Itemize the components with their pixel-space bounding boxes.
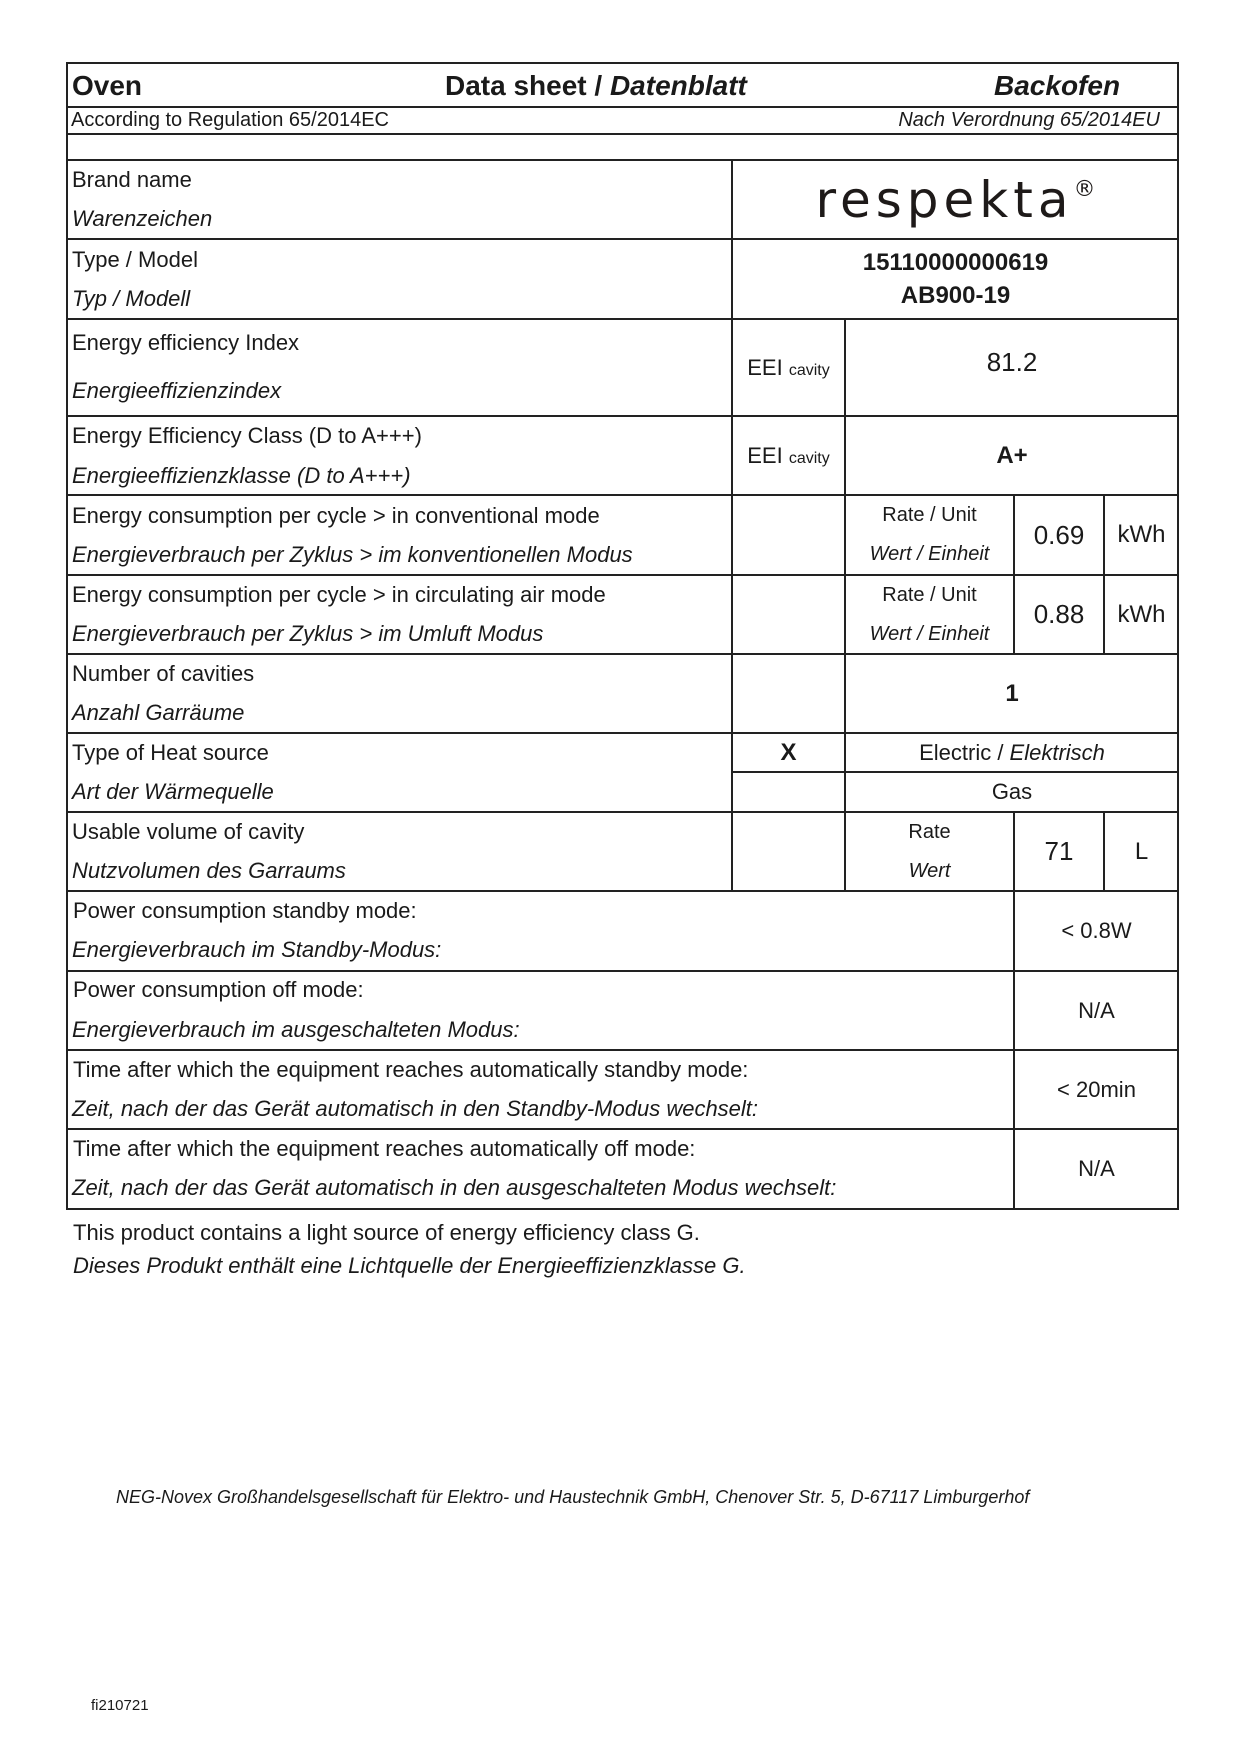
title-oven: Oven — [72, 70, 143, 101]
eclass-symbol-sub: cavity — [788, 449, 830, 467]
model-label-de: Typ / Modell — [72, 286, 191, 311]
eclass-symbol-main: EEI — [747, 442, 783, 468]
time-standby-label-en: Time after which the equipment reaches automatically standby mode: — [73, 1057, 749, 1082]
brand-label-en: Brand name — [72, 167, 192, 192]
circ-label-de: Energieverbrauch per Zyklus > im Umluft Modus — [72, 621, 544, 646]
time-off-label-en: Time after which the equipment reaches automatically off mode: — [73, 1136, 696, 1161]
heat-electric-checkbox: X — [780, 738, 797, 766]
standby-label-de: Energieverbrauch im Standby-Modus: — [72, 937, 442, 962]
regulation-en: According to Regulation 65/2014EC — [71, 109, 389, 131]
conv-value: 0.69 — [1033, 519, 1085, 550]
time-standby-label-de: Zeit, nach der das Gerät automatisch in den Standby-Modus wechselt: — [72, 1096, 759, 1121]
eclass-symbol — [733, 417, 844, 494]
circ-rate-label — [846, 576, 1013, 653]
company-address: NEG-Novex Großhandelsgesellschaft für Elektro- und Haustechnik GmbH, Chenover Str. 5, D-67117 Limburgerhof — [116, 1487, 1030, 1507]
eei-symbol-main: EEI — [747, 354, 783, 380]
model-label-en: Type / Model — [72, 247, 198, 272]
eei-symbol — [733, 320, 844, 415]
circ-rate-de: Wert / Einheit — [869, 622, 990, 645]
eei-label-de: Energieeffizienzindex — [72, 378, 282, 403]
document-code: fi210721 — [91, 1697, 149, 1714]
heat-gas-checkbox — [733, 773, 844, 811]
time-standby-value: < 20min — [1057, 1076, 1136, 1102]
cavities-label-de: Anzahl Garräume — [72, 700, 245, 725]
light-note-en: This product contains a light source of energy efficiency class G. — [73, 1220, 700, 1245]
heat-electric-de: Elektrisch — [1009, 739, 1105, 765]
title-datasheet — [445, 70, 747, 102]
circ-label-en: Energy consumption per cycle > in circulating air mode — [72, 582, 606, 607]
eclass-value: A+ — [996, 441, 1028, 469]
conv-rate-de: Wert / Einheit — [869, 543, 990, 565]
cavities-label-en: Number of cavities — [72, 661, 255, 686]
conv-rate-label — [846, 496, 1013, 574]
volume-rate-label — [846, 813, 1013, 890]
heat-electric-en: Electric / — [919, 739, 1010, 765]
registered-mark-icon: ® — [1073, 176, 1096, 202]
offmode-label-de: Energieverbrauch im ausgeschalteten Modus: — [72, 1017, 520, 1042]
standby-label-en: Power consumption standby mode: — [73, 898, 417, 923]
brand-logo — [733, 161, 1178, 238]
eclass-label-de: Energieeffizienzklasse (D to A+++) — [72, 463, 411, 488]
time-off-label-de: Zeit, nach der das Gerät automatisch in den ausgeschalteten Modus wechselt: — [72, 1175, 837, 1200]
brand-label-de: Warenzeichen — [72, 206, 213, 231]
eei-symbol-sub: cavity — [788, 361, 830, 379]
title-datasheet-en: Data sheet / — [445, 70, 610, 101]
model-values — [733, 240, 1178, 318]
circ-rate-en: Rate / Unit — [882, 583, 977, 606]
circ-value: 0.88 — [1033, 599, 1085, 629]
heat-gas-label: Gas — [991, 779, 1033, 804]
model-number: AB900-19 — [900, 282, 1011, 309]
volume-value: 71 — [1044, 836, 1074, 866]
volume-unit: L — [1134, 837, 1149, 865]
conv-unit: kWh — [1117, 521, 1166, 548]
light-note-de: Dieses Produkt enthält eine Lichtquelle der Energieeffizienzklasse G. — [73, 1253, 746, 1278]
conv-label-en: Energy consumption per cycle > in conventional mode — [72, 503, 600, 528]
brand-logo-text: respekta — [815, 170, 1074, 229]
offmode-label-en: Power consumption off mode: — [73, 977, 364, 1002]
time-off-value: N/A — [1078, 1156, 1115, 1181]
volume-rate-en: Rate — [908, 820, 951, 843]
eclass-label-en: Energy Efficiency Class (D to A+++) — [72, 423, 422, 448]
regulation-de: Nach Verordnung 65/2014EU — [898, 109, 1160, 131]
offmode-value: N/A — [1078, 997, 1115, 1023]
title-datasheet-de: Datenblatt — [609, 70, 747, 101]
conv-label-de: Energieverbrauch per Zyklus > im konventionellen Modus — [72, 542, 633, 567]
volume-label-en: Usable volume of cavity — [72, 819, 305, 844]
conv-rate-en: Rate / Unit — [882, 504, 977, 526]
eei-value: 81.2 — [986, 347, 1038, 377]
heat-label-en: Type of Heat source — [72, 740, 269, 765]
heat-electric-label — [846, 734, 1178, 771]
cavities-value: 1 — [1005, 679, 1019, 707]
title-backofen: Backofen — [994, 70, 1121, 101]
volume-label-de: Nutzvolumen des Garraums — [72, 858, 346, 883]
standby-value: < 0.8W — [1061, 918, 1132, 943]
volume-rate-de: Wert — [908, 859, 951, 882]
circ-unit: kWh — [1117, 600, 1166, 628]
eei-label-en: Energy efficiency Index — [72, 330, 300, 355]
divider — [66, 133, 1179, 135]
article-number: 15110000000619 — [862, 249, 1049, 276]
heat-label-de: Art der Wärmequelle — [72, 779, 274, 804]
